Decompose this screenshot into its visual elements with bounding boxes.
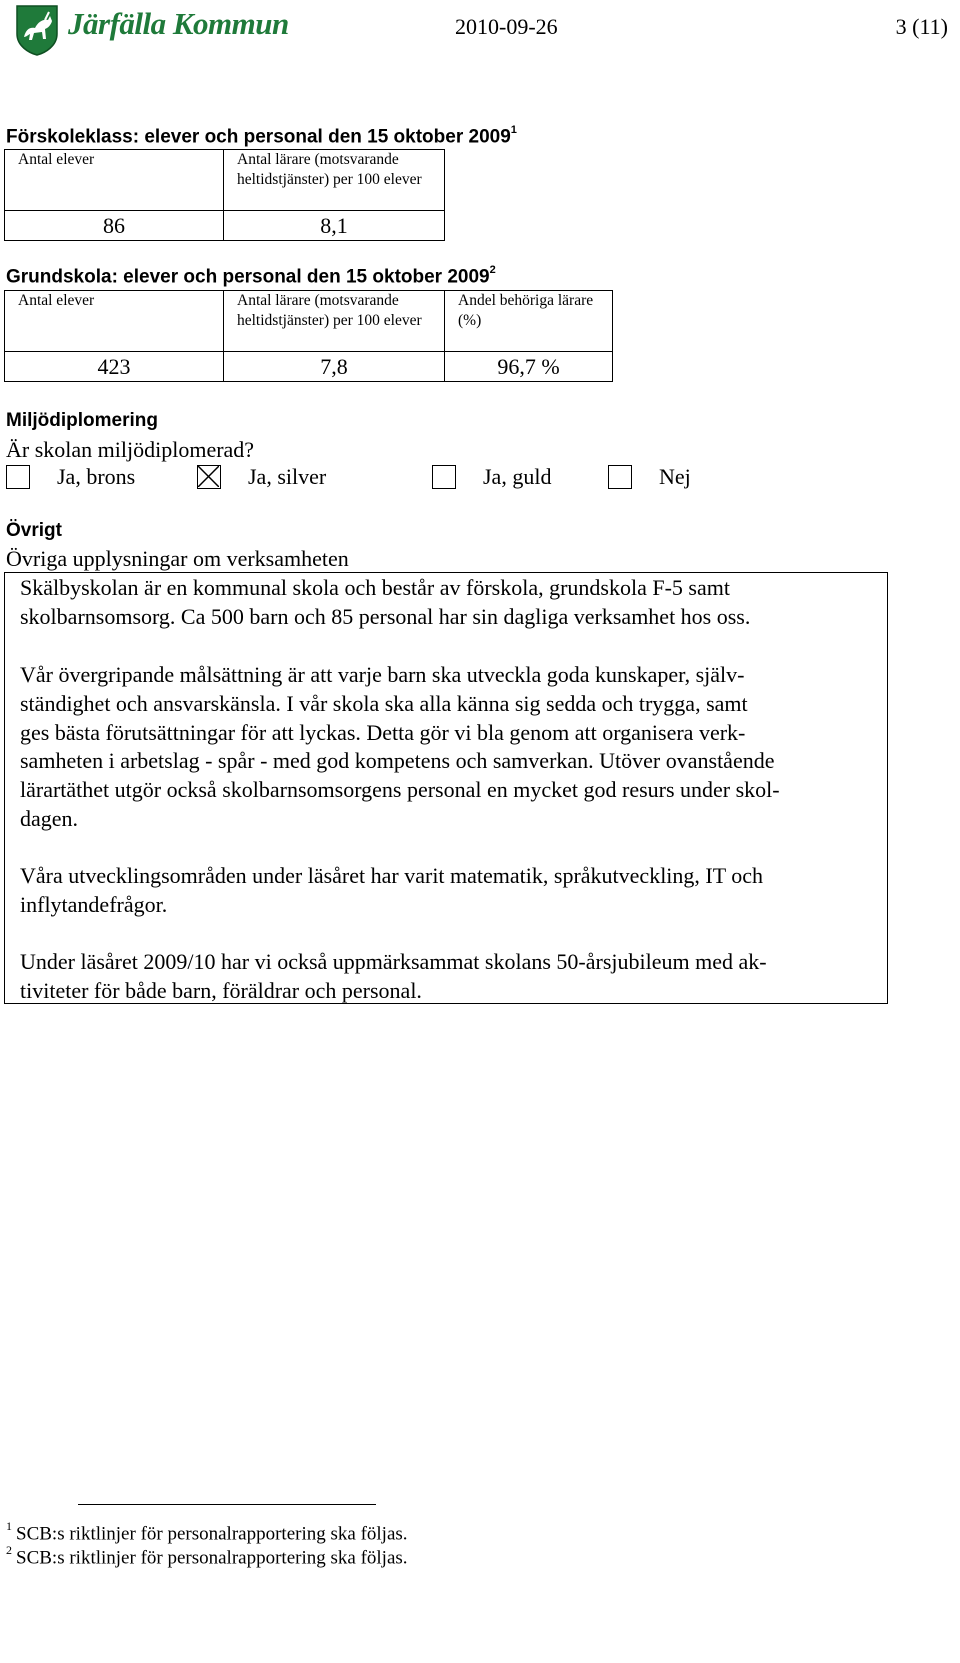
text-line: samheten i arbetslag - spår - med god kompetens och samverkan. Utöver ovanstående — [20, 748, 775, 774]
grundskola-title: Grundskola: elever och personal den 15 oktober 2009 — [6, 266, 490, 288]
text-line: ständighet och ansvarskänsla. I vår skola ska alla känna sig sedda och trygga, samt — [20, 690, 748, 716]
footnote-2 — [6, 1545, 408, 1569]
footnote-text: SCB:s riktlinjer för personalrapportering ska följas. — [16, 1547, 408, 1569]
paragraph-4 — [20, 948, 882, 1006]
paragraph-2 — [20, 661, 882, 834]
text-line: Vår övergripande målsättning är att varje barn ska utveckla goda kunskaper, själv- — [20, 662, 745, 687]
forskoleklass-heading — [6, 126, 517, 148]
paragraph-3 — [20, 862, 882, 920]
footnote-1 — [6, 1521, 408, 1545]
checkmark-x-icon — [198, 466, 219, 487]
checkbox-ja-brons[interactable] — [6, 465, 30, 489]
document-date: 2010-09-26 — [455, 14, 558, 39]
text-line: Under läsåret 2009/10 har vi också uppmärksammat skolans 50-årsjubileum med ak- — [20, 949, 767, 974]
grundskola-table — [4, 290, 613, 382]
municipality-logo-shield — [15, 4, 59, 56]
value-cell-antal-elever: 86 — [5, 211, 224, 241]
value-cell-antal-larare: 7,8 — [224, 352, 445, 382]
ovrigt-heading: Övrigt — [6, 520, 62, 541]
miljodiplomering-question: Är skolan miljödiplomerad? — [6, 437, 255, 462]
table-row — [5, 352, 613, 382]
municipality-logo-text: Järfälla Kommun — [68, 6, 289, 41]
checkbox-ja-silver[interactable] — [197, 465, 221, 489]
page-number: 3 (11) — [895, 14, 948, 39]
forskoleklass-title: Förskoleklass: elever och personal den 15 oktober 2009 — [6, 126, 511, 148]
table-header-row — [5, 150, 445, 211]
ovrigt-textbox — [4, 572, 888, 1004]
header-cell-andel-behoriga: Andel behöriga lärare (%) — [445, 291, 613, 352]
header-cell-antal-elever: Antal elever — [5, 291, 224, 352]
text-line: inflytandefrågor. — [20, 891, 168, 917]
table-header-row — [5, 291, 613, 352]
checkbox-label-ja-brons: Ja, brons — [57, 464, 136, 489]
paragraph-1 — [20, 574, 882, 632]
text-line: tiviteter för både barn, föräldrar och personal. — [20, 977, 422, 1003]
footnote-ref-2: 2 — [489, 264, 496, 276]
text-line: skolbarnsomsorg. Ca 500 barn och 85 personal har sin dagliga verksamhet hos oss. — [20, 603, 751, 629]
header-cell-antal-elever: Antal elever — [5, 150, 224, 211]
checkbox-label-ja-silver: Ja, silver — [248, 464, 327, 489]
table-row — [5, 211, 445, 241]
text-line: Skälbyskolan är en kommunal skola och består av förskola, grundskola F-5 samt — [20, 575, 730, 600]
footnote-text: SCB:s riktlinjer för personalrapportering ska följas. — [16, 1523, 408, 1545]
checkbox-label-nej: Nej — [659, 464, 691, 489]
forskoleklass-table — [4, 149, 445, 241]
grundskola-heading — [6, 266, 496, 288]
checkbox-ja-guld[interactable] — [432, 465, 456, 489]
value-cell-antal-larare: 8,1 — [224, 211, 445, 241]
text-line: lärartäthet utgör också skolbarnsomsorgens personal en mycket god resurs under skol- — [20, 777, 780, 803]
ovrigt-subheading: Övriga upplysningar om verksamheten — [6, 546, 349, 571]
footnote-divider — [78, 1504, 376, 1505]
checkbox-nej[interactable] — [608, 465, 632, 489]
header-cell-antal-larare: Antal lärare (motsvarande heltidstjänster) per 100 elever — [224, 291, 445, 352]
text-line: ges bästa förutsättningar för att lyckas. Detta gör vi bla genom att organisera verk- — [20, 719, 746, 745]
checkbox-label-ja-guld: Ja, guld — [483, 464, 552, 489]
value-cell-andel-behoriga: 96,7 % — [445, 352, 613, 382]
miljodiplomering-heading: Miljödiplomering — [6, 410, 158, 431]
footnote-number: 2 — [6, 1543, 12, 1557]
footnote-ref-1: 1 — [510, 124, 517, 136]
text-line: Våra utvecklingsområden under läsåret har varit matematik, språkutveckling, IT och — [20, 863, 764, 888]
text-line: dagen. — [20, 805, 79, 831]
value-cell-antal-elever: 423 — [5, 352, 224, 382]
header-cell-antal-larare: Antal lärare (motsvarande heltidstjänster) per 100 elever — [224, 150, 445, 211]
footnote-number: 1 — [6, 1519, 12, 1533]
